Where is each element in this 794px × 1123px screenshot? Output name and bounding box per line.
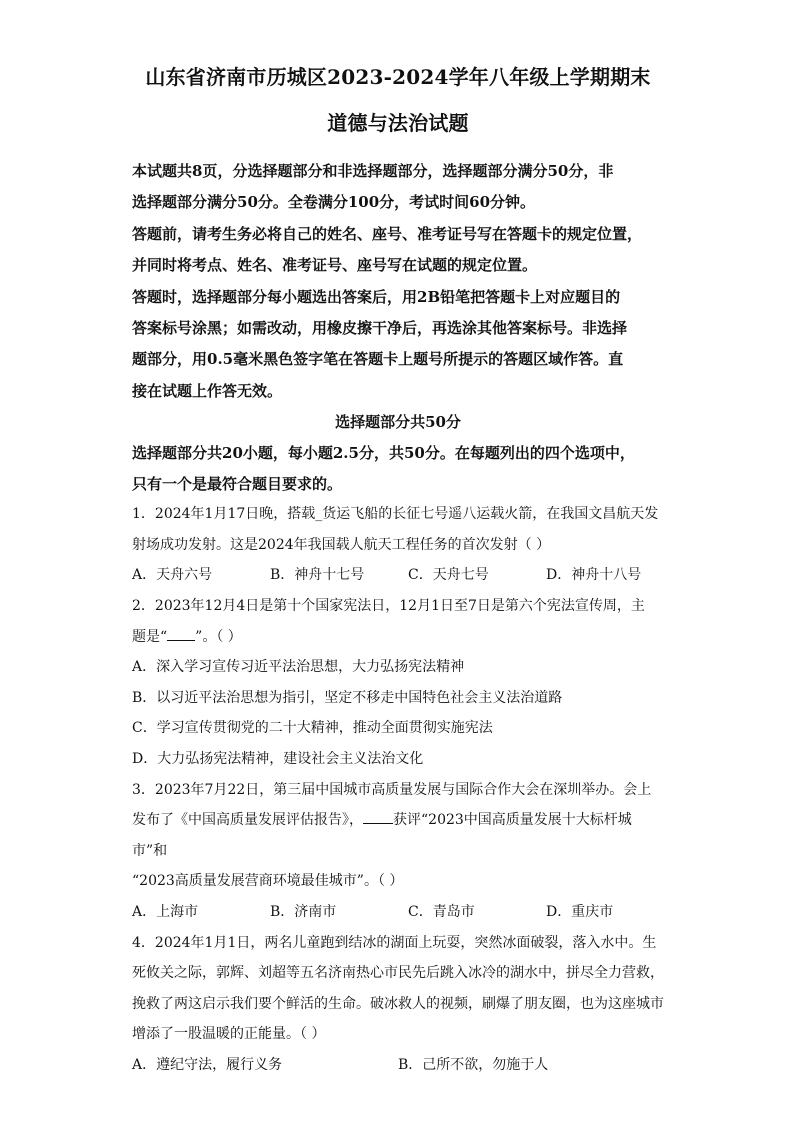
instruction-line: 接在试题上作答无效。 xyxy=(132,381,283,400)
exam-title: 山东省济南市历城区2023-2024学年八年级上学期期末 xyxy=(145,65,651,89)
instruction-line: 答题前，请考生务必将自己的姓名、座号、准考证号写在答题卡的规定位置， xyxy=(132,224,643,243)
question-stem: 死攸关之际，郭辉、刘超等五名济南热心市民先后跳入冰冷的湖水中，拼尽全力营救， xyxy=(132,965,664,982)
question-4 xyxy=(132,928,664,1081)
question-stem: 增添了一股温暖的正能量。（ ） xyxy=(132,1026,326,1043)
question-text: 发布了《中国高质量发展评估报告》， xyxy=(132,812,363,829)
question-stem: 1．2024年1月17日晚，搭载_货运飞船的长征七号遥八运载火箭，在我国文昌航天发 xyxy=(132,506,659,523)
fill-blank xyxy=(363,809,393,824)
question-stem xyxy=(132,805,664,866)
option-a: A．遵纪守法，履行义务 xyxy=(132,1056,283,1073)
exam-instructions xyxy=(132,156,664,407)
option-b: B．以习近平法治思想为指引，坚定不移走中国特色社会主义法治道路 xyxy=(132,689,563,706)
answer-options xyxy=(132,897,664,928)
section-description: 选择题部分共20小题，每小题2.5分，共50分。在每题列出的四个选项中， xyxy=(132,444,635,463)
question-stem xyxy=(132,622,664,653)
question-stem: 挽救了两这启示我们要个鲜活的生命。破冰救人的视频，刷爆了朋友圈，也为这座城市 xyxy=(132,995,664,1012)
question-text: 获评“2023中国高质量发展十大标杆城市”和 xyxy=(132,812,632,859)
option-a: A．深入学习宣传习近平法治思想，大力弘扬宪法精神 xyxy=(132,659,465,676)
option-b: B．神舟十七号 xyxy=(270,567,365,584)
exam-page xyxy=(132,62,664,1081)
option-c: C．天舟七号 xyxy=(408,567,489,584)
instruction-line: 题部分，用0.5毫米黑色签字笔在答题卡上题号所提示的答题区域作答。直 xyxy=(132,350,624,369)
option-b: B．己所不欲，勿施于人 xyxy=(398,1056,549,1073)
instruction-line: 并同时将考点、姓名、准考证号、座号写在试题的规定位置。 xyxy=(132,256,538,275)
instruction-line: 答案标号涂黑；如需改动，用橡皮擦干净后，再选涂其他答案标号。非选择 xyxy=(132,319,628,338)
question-stem: “2023高质量发展营商环境最佳城市”。（ ） xyxy=(132,873,404,890)
fill-blank xyxy=(167,626,195,641)
question-text: ”。（ ） xyxy=(195,628,242,645)
question-2 xyxy=(132,591,664,775)
instruction-line: 本试题共8页，分选择题部分和非选择题部分，选择题部分满分50分，非 xyxy=(132,162,614,180)
question-text: 题是“ xyxy=(132,628,168,645)
answer-options xyxy=(132,560,664,591)
question-3 xyxy=(132,775,664,928)
section-description: 只有一个是最符合题目要求的。 xyxy=(132,474,343,493)
question-1 xyxy=(132,499,664,591)
option-a: A．上海市 xyxy=(132,903,199,920)
option-c: C．学习宣传贯彻党的二十大精神，推动全面贯彻实施宪法 xyxy=(132,720,493,737)
instruction-line: 选择题部分满分50分。全卷满分100分，考试时间60分钟。 xyxy=(132,193,536,212)
option-a: A．天舟六号 xyxy=(132,567,213,584)
option-c: C．青岛市 xyxy=(408,903,475,920)
question-stem: 射场成功发射。这是2024年我国载人航天工程任务的首次发射（ ） xyxy=(132,536,551,553)
instruction-line: 答题时，选择题部分每小题选出答案后，用2B铅笔把答题卡上对应题目的 xyxy=(132,287,621,306)
question-stem: 2．2023年12月4日是第十个国家宪法日，12月1日至7日是第六个宪法宣传周，主 xyxy=(132,598,645,615)
question-stem: 3．2023年7月22日，第三届中国城市高质量发展与国际合作大会在深圳举办。会上 xyxy=(132,781,652,798)
question-stem: 4．2024年1月1日，两名儿童跑到结冰的湖面上玩耍，突然冰面破裂，落入水中。生 xyxy=(132,934,657,951)
section-heading: 选择题部分共50分 xyxy=(335,413,461,432)
exam-subject-title: 道德与法治试题 xyxy=(327,111,469,135)
option-d: D．大力弘扬宪法精神，建设社会主义法治文化 xyxy=(132,751,424,767)
answer-options xyxy=(132,1050,664,1081)
option-d: D．重庆市 xyxy=(546,903,614,920)
option-b: B．济南市 xyxy=(270,903,337,920)
option-d: D．神舟十八号 xyxy=(546,567,642,584)
